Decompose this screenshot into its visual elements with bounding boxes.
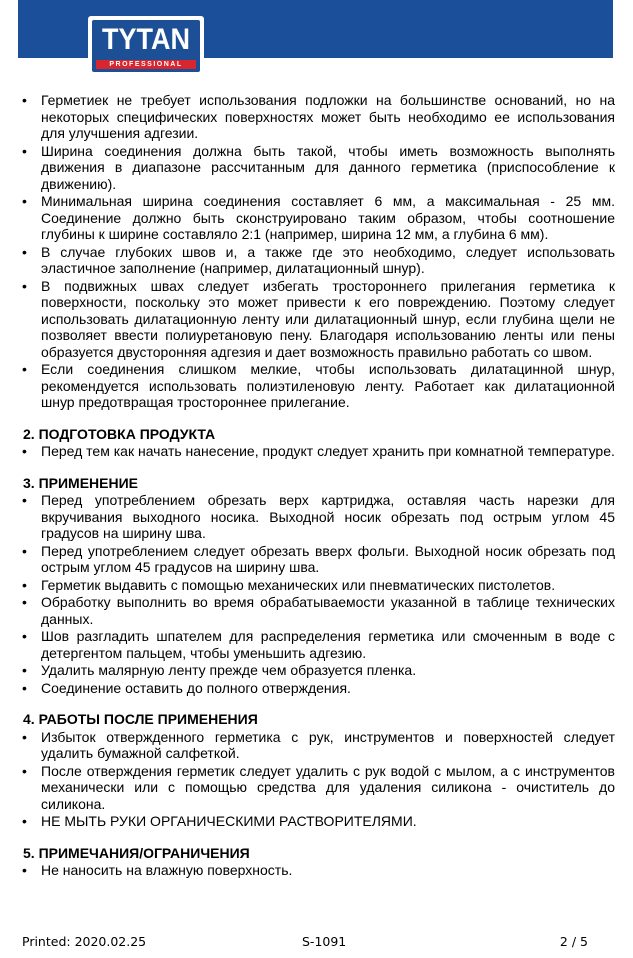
list-item: • Минимальная ширина соединения составляет 6 мм, а максимальная - 25 мм. Соединение должно быть сконструировано таким образом, чтобы соотношение глубины к ширине составляло 2:1 (например, ширина 12 мм, а глубина 6 мм). (22, 193, 615, 243)
list-item: • Удалить малярную ленту прежде чем образуется пленка. (22, 662, 615, 679)
page-footer (22, 934, 588, 950)
list-item: • Если соединения слишком мелкие, чтобы использовать дилатацинной шнур, рекомендуется использовать полиэтиленовую ленту. Работает как дилатационной шнур предотвращая тростороннее прилегание. (22, 361, 615, 411)
list-item: • Перед употреблением обрезать верх картриджа, оставляя часть нарезки для вкручивания выходного носика. Выходной носик обрезать под острым углом 45 градусов на ширину шва. (22, 492, 615, 542)
list-item: • В подвижных швах следует избегать тростороннего прилегания герметика к поверхности, поскольку это может привести к его повреждению. Поэтому следует использовать дилатационную ленту или дилатационный шнур, если глубина щели не позволяет ввести полиуретановую пену. Благодаря использованию ленты или пены образуется двусторонняя адгезия и дает возможность правильно работать со швом. (22, 278, 615, 361)
document-body (22, 92, 615, 880)
logo-subtext: PROFESSIONAL (96, 60, 196, 69)
list-item: • Перед тем как начать нанесение, продукт следует хранить при комнатной температуре. (22, 443, 615, 460)
tytan-logo (88, 16, 204, 76)
list-item: • Избыток отвержденного герметика с рук, инструментов и поверхностей следует удалить бумажной салфеткой. (22, 729, 615, 762)
list-item: • В случае глубоких швов и, а также где это необходимо, следует использовать эластичное заполнение (например, дилатационный шнур). (22, 244, 615, 277)
page-number: 2 / 5 (559, 934, 588, 949)
section-title-after-application: 4. РАБОТЫ ПОСЛЕ ПРИМЕНЕНИЯ (23, 711, 258, 727)
list-item: • Ширина соединения должна быть такой, чтобы иметь возможность выполнять движения в диапазоне рассчитанным для данного герметика (приспособление к движению). (22, 143, 615, 193)
document-code: S-1091 (302, 934, 347, 949)
list-item: • НЕ МЫТЬ РУКИ ОРГАНИЧЕСКИМИ РАСТВОРИТЕЛЯМИ. (22, 813, 615, 830)
section-title-application: 3. ПРИМЕНЕНИЕ (23, 474, 138, 491)
logo-text: TYTAN (101, 23, 190, 56)
list-item: • После отверждения герметик следует удалить с рук водой с мылом, а с инструментов механически или с помощью средства для удаления силикона - очиститель до силикона. (22, 763, 615, 813)
list-item: • Не наносить на влажную поверхность. (22, 862, 615, 879)
list-item: • Перед употреблением следует обрезать вверх фольги. Выходной носик обрезать под острым углом 45 градусов на ширину шва. (22, 543, 615, 576)
section-title-preparation: 2. ПОДГОТОВКА ПРОДУКТА (23, 425, 216, 442)
after-application-list (22, 729, 615, 830)
list-item: • Герметик выдавить с помощью механических или пневматических пистолетов. (22, 577, 615, 594)
printed-date: Printed: 2020.02.25 (22, 934, 147, 949)
list-item: • Обработку выполнить во время обрабатываемости указанной в таблице технических данных. (22, 594, 615, 627)
list-item: • Соединение оставить до полного отверждения. (22, 680, 615, 697)
list-item: • Шов разгладить шпателем для распределения герметика или смоченным в воде с детергентом пальцем, чтобы уменьшить адгезию. (22, 628, 615, 661)
application-list (22, 492, 615, 696)
list-item: • Герметиек не требует использования подложки на большинстве оснований, но на некоторых специфических поверхностях может быть необходимо ее использования для улучшения адгезии. (22, 92, 615, 142)
section-title-notes: 5. ПРИМЕЧАНИЯ/ОГРАНИЧЕНИЯ (23, 844, 250, 861)
logo-badge (92, 20, 200, 72)
registered-mark: ® (205, 18, 212, 28)
intro-bullet-list (22, 92, 615, 411)
notes-list (22, 862, 615, 879)
preparation-list (22, 443, 615, 460)
